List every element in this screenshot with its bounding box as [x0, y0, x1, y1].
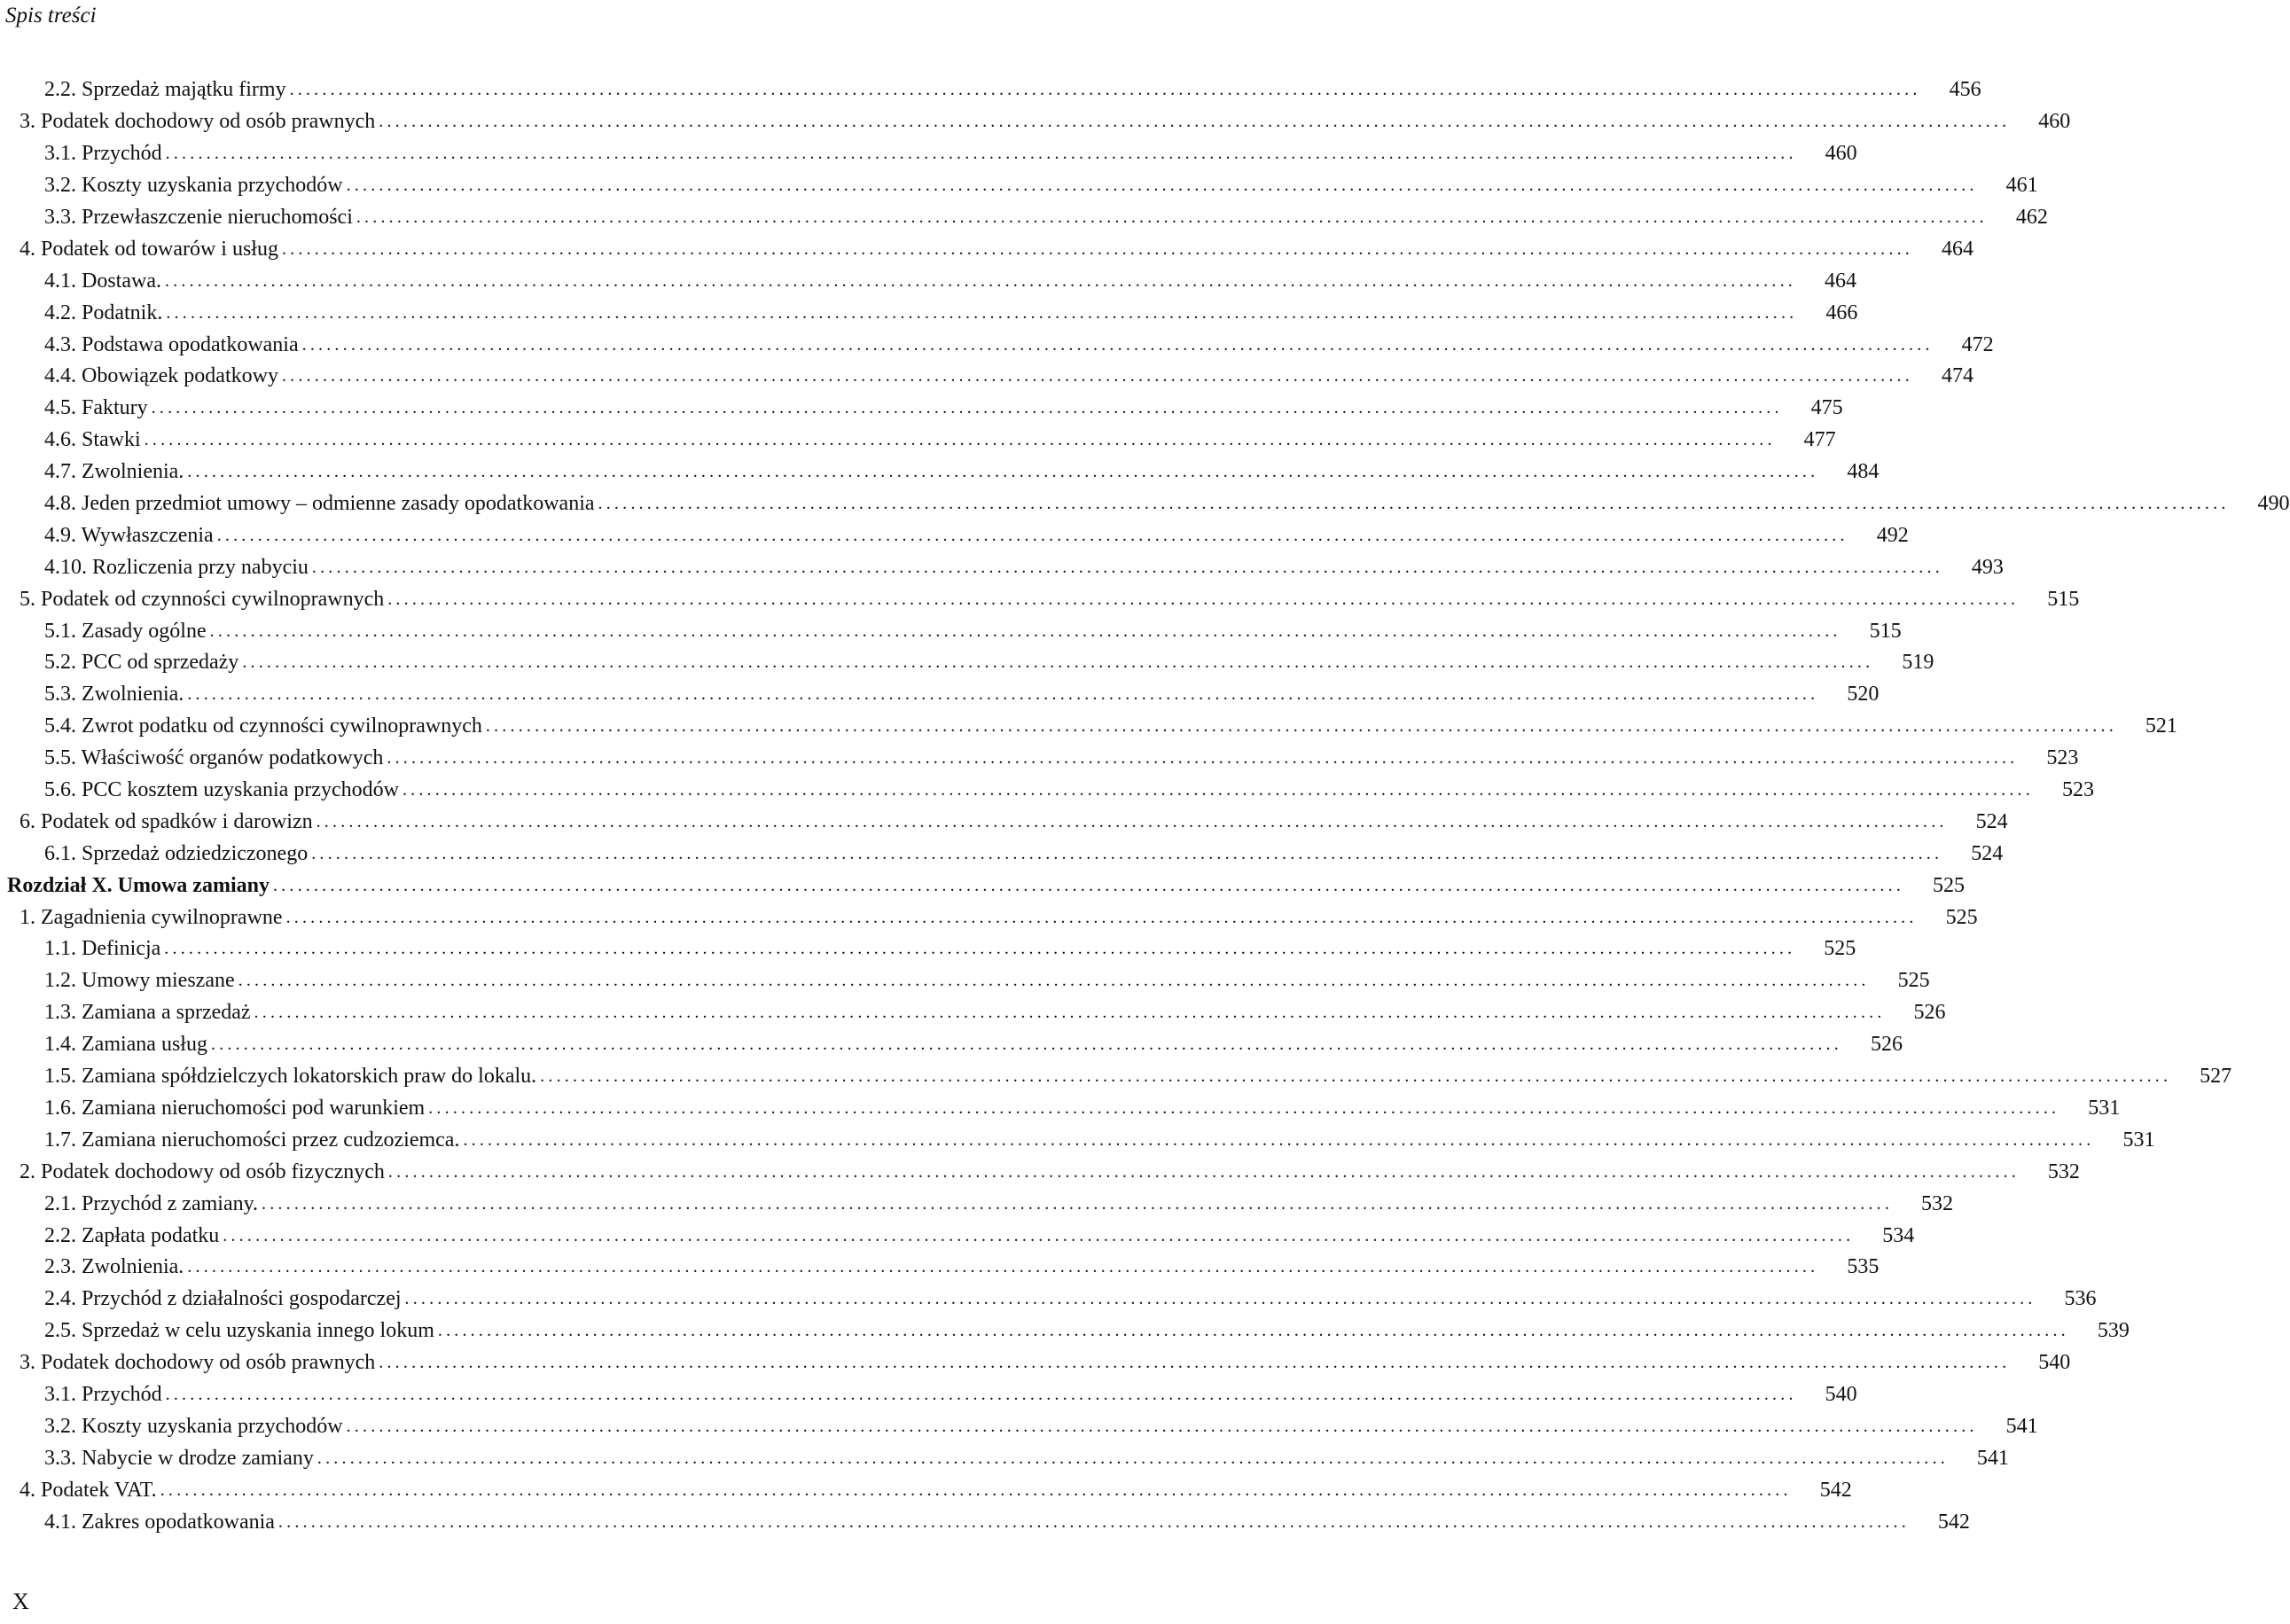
- toc-entry-title: 1.5. Zamiana spółdzielczych lokatorskich praw do lokalu.: [44, 1065, 537, 1089]
- toc-entry[interactable]: [0, 393, 1843, 425]
- toc-entry[interactable]: [0, 1410, 2038, 1442]
- toc-entry[interactable]: [0, 106, 2071, 138]
- toc-entry-title: 1.7. Zamiana nieruchomości przez cudzoziemca.: [44, 1128, 460, 1152]
- toc-entry-page-number: 531: [2122, 1128, 2155, 1152]
- toc-entry-title: 4.8. Jeden przedmiot umowy – odmienne zasady opodatkowania: [44, 492, 595, 516]
- toc-entry-page-number: 527: [2200, 1065, 2232, 1089]
- toc-entry-title: Rozdział X. Umowa zamiany: [7, 873, 270, 897]
- toc-leader-dots: ........................................................................................................................................................................................................: [262, 1193, 1894, 1214]
- page-folio: X: [12, 1589, 29, 1614]
- toc-leader-dots: ........................................................................................................................................................................................................: [281, 366, 1913, 386]
- toc-leader-dots: ........................................................................................................................................................................................................: [316, 811, 1948, 832]
- toc-entry-title: 1.6. Zamiana nieruchomości pod warunkiem: [44, 1096, 426, 1120]
- toc-entry[interactable]: [0, 361, 1973, 393]
- toc-entry-title: 5.6. PCC kosztem uzyskania przychodów: [44, 778, 399, 802]
- toc-entry-title: 1.3. Zamiana a sprzedaż: [44, 1001, 251, 1025]
- toc-leader-dots: ........................................................................................................................................................................................................: [254, 1003, 1886, 1023]
- toc-entry-page-number: 462: [2015, 206, 2048, 229]
- toc-entry-page-number: 524: [1975, 809, 2008, 833]
- toc-entry[interactable]: [0, 74, 1981, 106]
- toc-entry-title: 4.7. Zwolnienia.: [44, 460, 184, 484]
- toc-entry-title: 2.3. Zwolnienia.: [44, 1255, 184, 1279]
- toc-entry[interactable]: [0, 457, 1880, 488]
- toc-entry[interactable]: [0, 711, 2177, 743]
- toc-entry-title: 4.1. Zakres opodatkowania: [44, 1510, 275, 1534]
- toc-entry-page-number: 466: [1825, 301, 1858, 324]
- toc-leader-dots: ........................................................................................................................................................................................................: [272, 875, 1904, 895]
- toc-entry[interactable]: [0, 297, 1858, 329]
- toc-entry[interactable]: [0, 1029, 1903, 1061]
- toc-leader-dots: ........................................................................................................................................................................................................: [289, 80, 1921, 100]
- toc-entry-page-number: 525: [1945, 905, 1978, 929]
- toc-leader-dots: ........................................................................................................................................................................................................: [387, 589, 2020, 609]
- toc-entry-title: 2.1. Przychód z zamiany.: [44, 1191, 259, 1215]
- toc-entry-title: 3. Podatek dochodowy od osób prawnych: [20, 110, 376, 134]
- toc-entry-page-number: 540: [1825, 1382, 1857, 1406]
- toc-leader-dots: ........................................................................................................................................................................................................: [164, 939, 1796, 959]
- toc-entry[interactable]: [0, 806, 2008, 838]
- toc-entry[interactable]: [0, 1061, 2232, 1093]
- toc-leader-dots: ........................................................................................................................................................................................................: [216, 525, 1848, 545]
- toc-leader-dots: ........................................................................................................................................................................................................: [160, 1480, 1792, 1500]
- toc-entry-title: 2.5. Sprzedaż w celu uzyskania innego lokum: [44, 1319, 434, 1343]
- toc-entry-page-number: 515: [2047, 587, 2080, 611]
- toc-entry-page-number: 532: [1921, 1191, 1954, 1215]
- toc-entry[interactable]: [0, 997, 1946, 1029]
- toc-entry-page-number: 490: [2257, 492, 2290, 516]
- toc-entry-page-number: 484: [1847, 460, 1880, 484]
- toc-entry[interactable]: [0, 933, 1856, 965]
- toc-leader-dots: ........................................................................................................................................................................................................: [187, 1257, 1819, 1277]
- toc-leader-dots: ........................................................................................................................................................................................................: [277, 1511, 1910, 1532]
- toc-entry[interactable]: [0, 1316, 2130, 1347]
- toc-entry-title: 2.2. Sprzedaż majątku firmy: [44, 78, 286, 102]
- toc-leader-dots: ........................................................................................................................................................................................................: [165, 1384, 1797, 1404]
- toc-entry-title: 3.1. Przychód: [44, 142, 162, 166]
- toc-entry-page-number: 460: [2038, 110, 2071, 134]
- toc-entry[interactable]: [0, 138, 1857, 170]
- toc-entry-title: 6. Podatek od spadków i darowizn: [20, 809, 313, 833]
- toc-entry[interactable]: [0, 902, 1978, 933]
- toc-entry-page-number: 519: [1902, 651, 1934, 675]
- toc-entry-page-number: 532: [2047, 1159, 2080, 1183]
- toc-entry-title: 3.2. Koszty uzyskania przychodów: [44, 174, 343, 198]
- toc-entry-title: 3.1. Przychód: [44, 1382, 162, 1406]
- toc-entry[interactable]: [0, 615, 1902, 647]
- toc-entry-page-number: 535: [1847, 1255, 1880, 1279]
- toc-entry-page-number: 541: [2005, 1414, 2038, 1438]
- toc-entry-title: 2. Podatek dochodowy od osób fizycznych: [20, 1159, 385, 1183]
- toc-entry-title: 5.4. Zwrot podatku od czynności cywilnoprawnych: [44, 714, 482, 738]
- toc-leader-dots: ........................................................................................................................................................................................................: [311, 843, 1943, 863]
- toc-entry-title: 5.1. Zasady ogólne: [44, 619, 207, 643]
- table-of-contents: [0, 74, 2290, 1538]
- toc-entry-title: 4.10. Rozliczenia przy nabyciu: [44, 555, 309, 579]
- toc-entry-page-number: 536: [2064, 1287, 2097, 1311]
- toc-leader-dots: ........................................................................................................................................................................................................: [166, 302, 1798, 323]
- toc-entry[interactable]: [0, 1252, 1880, 1284]
- toc-entry[interactable]: [0, 1124, 2155, 1156]
- toc-leader-dots: ........................................................................................................................................................................................................: [187, 462, 1819, 482]
- toc-entry[interactable]: [0, 170, 2038, 202]
- toc-leader-dots: ........................................................................................................................................................................................................: [356, 207, 1988, 227]
- toc-entry[interactable]: [0, 870, 1965, 902]
- toc-leader-dots: ........................................................................................................................................................................................................: [311, 557, 1943, 577]
- toc-leader-dots: ........................................................................................................................................................................................................: [540, 1066, 2172, 1087]
- toc-leader-dots: ........................................................................................................................................................................................................: [485, 716, 2117, 737]
- toc-entry-page-number: 464: [1941, 237, 1973, 261]
- toc-leader-dots: ........................................................................................................................................................................................................: [223, 1225, 1855, 1245]
- toc-entry-page-number: 541: [1976, 1446, 2009, 1470]
- toc-entry-page-number: 526: [1913, 1001, 1946, 1025]
- toc-leader-dots: ........................................................................................................................................................................................................: [437, 1321, 2069, 1341]
- toc-leader-dots: ........................................................................................................................................................................................................: [281, 238, 1913, 259]
- toc-entry-page-number: 523: [2046, 746, 2079, 770]
- toc-leader-dots: ........................................................................................................................................................................................................: [346, 176, 1978, 196]
- toc-entry[interactable]: [0, 1474, 1852, 1506]
- toc-entry[interactable]: [0, 1220, 1915, 1252]
- toc-leader-dots: ........................................................................................................................................................................................................: [317, 1448, 1949, 1468]
- toc-entry[interactable]: [0, 425, 1836, 457]
- toc-entry-page-number: 525: [1897, 969, 1930, 993]
- toc-leader-dots: ........................................................................................................................................................................................................: [151, 398, 1783, 418]
- toc-leader-dots: ........................................................................................................................................................................................................: [387, 1161, 2020, 1182]
- toc-entry-page-number: 542: [1819, 1478, 1852, 1502]
- toc-leader-dots: ........................................................................................................................................................................................................: [285, 907, 1918, 927]
- toc-leader-dots: ........................................................................................................................................................................................................: [404, 1289, 2036, 1309]
- toc-entry-title: 4.3. Podstawa opodatkowania: [44, 332, 299, 356]
- toc-entry-title: 3. Podatek dochodowy od osób prawnych: [20, 1351, 376, 1375]
- toc-entry-title: 3.3. Przewłaszczenie nieruchomości: [44, 206, 353, 229]
- toc-leader-dots: ........................................................................................................................................................................................................: [379, 112, 2011, 132]
- toc-entry-page-number: 523: [2061, 778, 2094, 802]
- toc-entry-title: 1.4. Zamiana usług: [44, 1033, 207, 1057]
- toc-entry-page-number: 520: [1847, 683, 1880, 707]
- toc-entry-title: 1.2. Umowy mieszane: [44, 969, 235, 993]
- toc-entry-title: 6.1. Sprzedaż odziedziczonego: [44, 841, 309, 865]
- toc-entry-page-number: 525: [1932, 873, 1965, 897]
- toc-leader-dots: ........................................................................................................................................................................................................: [463, 1129, 2095, 1150]
- toc-entry-page-number: 493: [1971, 555, 2004, 579]
- toc-entry-page-number: 542: [1937, 1510, 1970, 1534]
- toc-entry-page-number: 540: [2038, 1351, 2071, 1375]
- toc-entry-page-number: 539: [2097, 1319, 2130, 1343]
- toc-entry-title: 4.5. Faktury: [44, 396, 148, 420]
- toc-entry-page-number: 492: [1876, 523, 1909, 547]
- toc-entry[interactable]: [0, 329, 1994, 361]
- toc-leader-dots: ........................................................................................................................................................................................................: [598, 494, 2230, 514]
- toc-entry[interactable]: [0, 965, 1930, 997]
- toc-entry-page-number: 475: [1810, 396, 1843, 420]
- running-head: Spis treści: [5, 4, 97, 27]
- toc-entry[interactable]: [0, 583, 2080, 615]
- toc-entry-page-number: 472: [1961, 332, 1994, 356]
- toc-entry-title: 4.9. Wywłaszczenia: [44, 523, 214, 547]
- toc-entry-title: 5.3. Zwolnienia.: [44, 683, 184, 707]
- toc-leader-dots: ........................................................................................................................................................................................................: [144, 430, 1776, 450]
- toc-entry-page-number: 531: [2088, 1096, 2121, 1120]
- toc-entry[interactable]: [0, 233, 1973, 265]
- toc-entry[interactable]: [0, 838, 2004, 870]
- toc-leader-dots: ........................................................................................................................................................................................................: [242, 652, 1874, 673]
- toc-entry[interactable]: [0, 1506, 1970, 1538]
- toc-entry[interactable]: [0, 1379, 1857, 1411]
- toc-entry-page-number: 534: [1882, 1223, 1915, 1247]
- toc-entry-title: 4.2. Podatnik.: [44, 301, 163, 324]
- toc-entry[interactable]: [0, 1093, 2121, 1125]
- toc-leader-dots: ........................................................................................................................................................................................................: [379, 1353, 2011, 1373]
- toc-entry-page-number: 525: [1824, 937, 1856, 961]
- toc-entry-title: 4.6. Stawki: [44, 428, 141, 452]
- toc-entry-page-number: 515: [1869, 619, 1902, 643]
- toc-entry-title: 4.4. Obowiązek podatkowy: [44, 364, 278, 388]
- toc-entry-title: 3.3. Nabycie w drodze zamiany: [44, 1446, 314, 1470]
- toc-entry-title: 3.2. Koszty uzyskania przychodów: [44, 1414, 343, 1438]
- toc-entry[interactable]: [0, 743, 2079, 775]
- toc-entry[interactable]: [0, 1156, 2080, 1188]
- toc-entry-page-number: 461: [2005, 174, 2038, 198]
- toc-entry-title: 2.2. Zapłata podatku: [44, 1223, 220, 1247]
- toc-entry[interactable]: [0, 1347, 2071, 1379]
- toc-entry[interactable]: [0, 647, 1934, 679]
- toc-entry[interactable]: [0, 775, 2094, 807]
- toc-entry-title: 2.4. Przychód z działalności gospodarczej: [44, 1287, 402, 1311]
- toc-entry[interactable]: [0, 679, 1880, 711]
- toc-leader-dots: ........................................................................................................................................................................................................: [402, 780, 2034, 800]
- toc-entry-page-number: 526: [1870, 1033, 1903, 1057]
- toc-leader-dots: ........................................................................................................................................................................................................: [238, 971, 1870, 991]
- toc-entry[interactable]: [0, 265, 1856, 297]
- toc-entry-title: 4.1. Dostawa.: [44, 269, 161, 293]
- toc-entry-page-number: 460: [1825, 142, 1857, 166]
- toc-leader-dots: ........................................................................................................................................................................................................: [301, 334, 1934, 355]
- toc-leader-dots: ........................................................................................................................................................................................................: [187, 684, 1819, 705]
- toc-entry-title: 5. Podatek od czynności cywilnoprawnych: [20, 587, 385, 611]
- toc-entry-title: 1.1. Definicja: [44, 937, 161, 961]
- toc-entry[interactable]: [0, 1284, 2097, 1316]
- toc-entry[interactable]: [0, 551, 2004, 583]
- toc-entry-page-number: 521: [2145, 714, 2177, 738]
- toc-leader-dots: ........................................................................................................................................................................................................: [387, 748, 2019, 769]
- toc-entry-title: 5.5. Właściwość organów podatkowych: [44, 746, 384, 770]
- toc-entry-page-number: 524: [1971, 841, 2004, 865]
- toc-entry-page-number: 474: [1941, 364, 1973, 388]
- toc-entry-title: 5.2. PCC od sprzedaży: [44, 651, 239, 675]
- toc-leader-dots: ........................................................................................................................................................................................................: [165, 144, 1797, 164]
- toc-leader-dots: ........................................................................................................................................................................................................: [210, 1035, 1842, 1055]
- toc-leader-dots: ........................................................................................................................................................................................................: [428, 1097, 2060, 1118]
- toc-entry[interactable]: [0, 519, 1909, 551]
- toc-entry[interactable]: [0, 488, 2290, 520]
- toc-leader-dots: ........................................................................................................................................................................................................: [346, 1416, 1978, 1436]
- toc-entry-page-number: 456: [1949, 78, 1981, 102]
- toc-leader-dots: ........................................................................................................................................................................................................: [164, 270, 1796, 291]
- toc-entry-page-number: 464: [1824, 269, 1856, 293]
- toc-entry-title: 4. Podatek od towarów i usług: [20, 237, 278, 261]
- toc-entry[interactable]: [0, 1442, 2009, 1474]
- toc-entry[interactable]: [0, 202, 2048, 234]
- toc-leader-dots: ........................................................................................................................................................................................................: [209, 621, 1841, 641]
- toc-entry-title: 4. Podatek VAT.: [20, 1478, 157, 1502]
- toc-entry-page-number: 477: [1803, 428, 1836, 452]
- toc-entry[interactable]: [0, 1188, 1954, 1220]
- toc-entry-title: 1. Zagadnienia cywilnoprawne: [20, 905, 283, 929]
